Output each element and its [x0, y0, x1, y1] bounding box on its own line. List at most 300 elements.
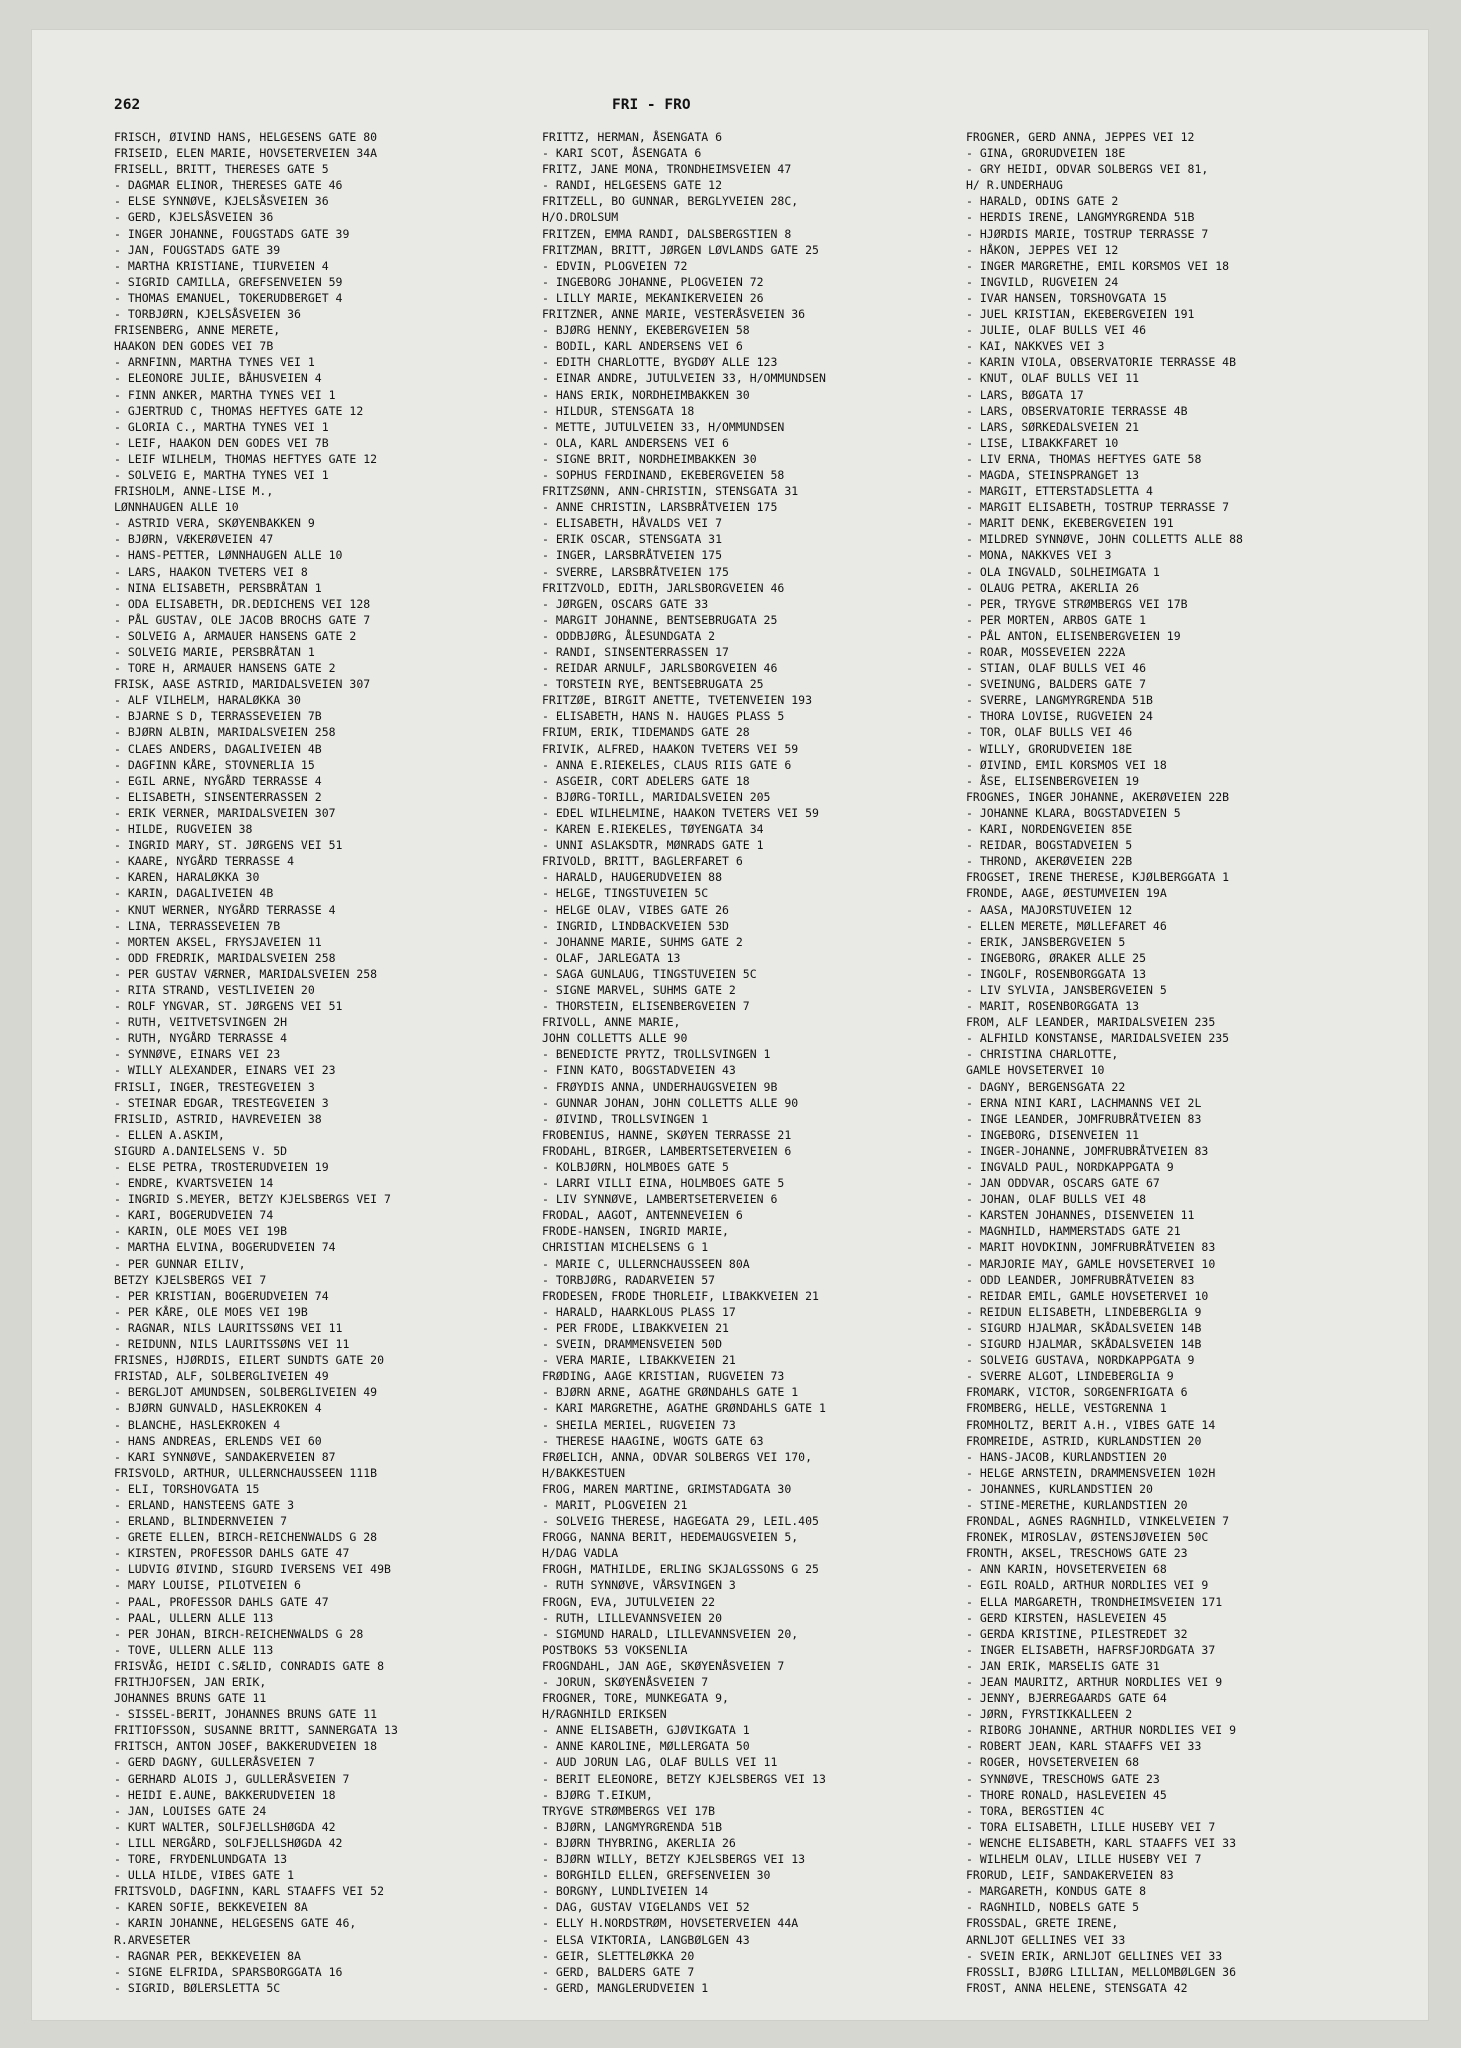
directory-entry: - MARGARETH, KONDUS GATE 8	[966, 1884, 1147, 1899]
directory-entry: - SIGRID CAMILLA, GREFSENVEIEN 59	[114, 274, 343, 289]
directory-entry: FRONDAL, AGNES RAGNHILD, VINKELVEIEN 7	[966, 1514, 1230, 1529]
directory-entry: - ODA ELISABETH, DR.DEDICHENS VEI 128	[114, 596, 371, 611]
directory-entry: - LARS, OBSERVATORIE TERRASSE 4B	[966, 403, 1188, 418]
directory-entry: - INGER, LARSBRÅTVEIEN 175	[542, 548, 723, 563]
directory-entry: - OLAUG PETRA, AKERLIA 26	[966, 580, 1140, 595]
directory-entry: - SOLVEIG THERESE, HAGEGATA 29, LEIL.405	[542, 1514, 819, 1529]
directory-entry: - HANS ERIK, NORDHEIMBAKKEN 30	[542, 387, 750, 402]
directory-entry: FROGH, MATHILDE, ERLING SKJALGSSONS G 25	[542, 1562, 819, 1577]
directory-entry: - VERA MARIE, LIBAKKVEIEN 21	[542, 1353, 736, 1368]
directory-entry: - THORA LOVISE, RUGVEIEN 24	[966, 709, 1153, 724]
directory-entry: FRITSCH, ANTON JOSEF, BAKKERUDVEIEN 18	[114, 1739, 378, 1754]
directory-entry: H/RAGNHILD ERIKSEN	[542, 1707, 667, 1722]
directory-entry: - EINAR ANDRE, JUTULVEIEN 33, H/OMMUNDSEN	[542, 371, 826, 386]
directory-entry: SIGURD A.DANIELSENS V. 5D	[114, 1143, 288, 1158]
directory-entry: - TORBJØRN, KJELSÅSVEIEN 36	[114, 307, 301, 322]
directory-entry: FROMBERG, HELLE, VESTGRENNA 1	[966, 1401, 1167, 1416]
directory-entry: - ASGEIR, CORT ADELERS GATE 18	[542, 773, 750, 788]
directory-entry: - BJØRN WILLY, BETZY KJELSBERGS VEI 13	[542, 1852, 806, 1867]
directory-entry: - PAAL, ULLERN ALLE 113	[114, 1610, 274, 1625]
directory-entry: - ARNFINN, MARTHA TYNES VEI 1	[114, 355, 315, 370]
directory-entry: - ALFHILD KONSTANSE, MARIDALSVEIEN 235	[966, 1031, 1230, 1046]
directory-entry: FRIVIK, ALFRED, HAAKON TVETERS VEI 59	[542, 741, 799, 756]
directory-entry: FRISLI, INGER, TRESTEGVEIEN 3	[114, 1079, 315, 1094]
directory-entry: - KARI SCOT, ÅSENGATA 6	[542, 146, 702, 161]
directory-entry: FROMHOLTZ, BERIT A.H., VIBES GATE 14	[966, 1417, 1216, 1432]
directory-entry: - ODD FREDRIK, MARIDALSVEIEN 258	[114, 950, 336, 965]
directory-entry: FRIVOLD, BRITT, BAGLERFARET 6	[542, 854, 743, 869]
directory-entry: FROMREIDE, ASTRID, KURLANDSTIEN 20	[966, 1433, 1202, 1448]
directory-entry: - SVEIN ERIK, ARNLJOT GELLINES VEI 33	[966, 1948, 1223, 1963]
directory-entry: - GLORIA C., MARTHA TYNES VEI 1	[114, 419, 329, 434]
directory-entry: - WILLY ALEXANDER, EINARS VEI 23	[114, 1063, 336, 1078]
directory-entry: - MARIT, PLOGVEIEN 21	[542, 1497, 688, 1512]
directory-entry: - ROLF YNGVAR, ST. JØRGENS VEI 51	[114, 999, 343, 1014]
directory-entry: - ANNE ELISABETH, GJØVIKGATA 1	[542, 1723, 750, 1738]
directory-entry: - SISSEL-BERIT, JOHANNES BRUNS GATE 11	[114, 1707, 378, 1722]
directory-entry: - HELGE, TINGSTUVEIEN 5C	[542, 886, 709, 901]
directory-entry: FRITZELL, BO GUNNAR, BERGLYVEIEN 28C,	[542, 194, 799, 209]
directory-entry: FRITTZ, HERMAN, ÅSENGATA 6	[542, 130, 723, 144]
directory-entry: - ANNE KAROLINE, MØLLERGATA 50	[542, 1739, 750, 1754]
directory-entry: - KARI, BOGERUDVEIEN 74	[114, 1208, 274, 1223]
directory-entry: - GERD, KJELSÅSVEIEN 36	[114, 210, 274, 225]
directory-entry: FRITZEN, EMMA RANDI, DALSBERGSTIEN 8	[542, 226, 792, 241]
directory-entry: - BJØRG HENNY, EKEBERGVEIEN 58	[542, 323, 750, 338]
directory-entry: - ELISABETH, HÅVALDS VEI 7	[542, 516, 723, 531]
directory-entry: - JUEL KRISTIAN, EKEBERGVEIEN 191	[966, 307, 1195, 322]
directory-entry: FROGG, NANNA BERIT, HEDEMAUGSVEIEN 5,	[542, 1530, 799, 1545]
directory-entry: - JOHANNES, KURLANDSTIEN 20	[966, 1481, 1153, 1496]
directory-entry: - MARGIT ELISABETH, TOSTRUP TERRASSE 7	[966, 500, 1230, 515]
directory-entry: - GINA, GRORUDVEIEN 18E	[966, 146, 1126, 161]
directory-entry: - JAN, LOUISES GATE 24	[114, 1803, 267, 1818]
directory-entry: FROGNES, INGER JOHANNE, AKERØVEIEN 22B	[966, 789, 1230, 804]
directory-entry: - HANS-JACOB, KURLANDSTIEN 20	[966, 1449, 1167, 1464]
directory-entry: FRITHJOFSEN, JAN ERIK,	[114, 1675, 267, 1689]
directory-entry: - MARIE C, ULLERNCHAUSSEEN 80A	[542, 1256, 750, 1271]
directory-entry: - IVAR HANSEN, TORSHOVGATA 15	[966, 290, 1167, 305]
directory-entry: - HARALD, HAUGERUDVEIEN 88	[542, 870, 723, 885]
directory-entry: - MAGDA, STEINSPRANGET 13	[966, 467, 1140, 482]
directory-entry: - THORE RONALD, HASLEVEIEN 45	[966, 1787, 1167, 1802]
directory-entry: - ERLAND, HANSTEENS GATE 3	[114, 1497, 295, 1512]
directory-entry: - KAREN E.RIEKELES, TØYENGATA 34	[542, 822, 764, 837]
directory-entry: - ELSE PETRA, TROSTERUDVEIEN 19	[114, 1160, 329, 1174]
directory-entry: - BERIT ELEONORE, BETZY KJELSBERGS VEI 13	[542, 1771, 826, 1786]
directory-entry: - JOHANNE KLARA, BOGSTADVEIEN 5	[966, 805, 1181, 820]
directory-entry: - KAI, NAKKVES VEI 3	[966, 339, 1105, 354]
directory-entry: FRODAL, AAGOT, ANTENNEVEIEN 6	[542, 1208, 743, 1223]
directory-entry: - BENEDICTE PRYTZ, TROLLSVINGEN 1	[542, 1047, 771, 1062]
directory-entry: - KARI SYNNØVE, SANDAKERVEIEN 87	[114, 1449, 336, 1464]
directory-entry: - GJERTRUD C, THOMAS HEFTYES GATE 12	[114, 403, 364, 418]
directory-entry: - EGIL ARNE, NYGÅRD TERRASSE 4	[114, 773, 322, 788]
directory-entry: - MORTEN AKSEL, FRYSJAVEIEN 11	[114, 934, 322, 949]
directory-entry: - NINA ELISABETH, PERSBRÅTAN 1	[114, 580, 322, 595]
directory-entry: FRITZØE, BIRGIT ANETTE, TVETENVEIEN 193	[542, 693, 813, 708]
directory-entry: - ELLY H.NORDSTRØM, HOVSETERVEIEN 44A	[542, 1916, 799, 1931]
directory-entry: - RITA STRAND, VESTLIVEIEN 20	[114, 982, 315, 997]
directory-entry: - INGVILD, RUGVEIEN 24	[966, 274, 1119, 289]
directory-column-3	[966, 129, 1386, 1996]
directory-entry: - PER FRODE, LIBAKKVEIEN 21	[542, 1320, 729, 1335]
directory-entry: - REIDUNN, NILS LAURITSSØNS VEI 11	[114, 1337, 350, 1352]
directory-entry: - EDVIN, PLOGVEIEN 72	[542, 258, 688, 273]
directory-entry: - ANNE CHRISTIN, LARSBRÅTVEIEN 175	[542, 500, 778, 515]
directory-entry: - SYNNØVE, TRESCHOWS GATE 23	[966, 1771, 1160, 1786]
directory-entry: - ENDRE, KVARTSVEIEN 14	[114, 1176, 274, 1191]
directory-entry: - MARTHA ELVINA, BOGERUDVEIEN 74	[114, 1240, 336, 1255]
directory-entry: - PÅL GUSTAV, OLE JACOB BROCHS GATE 7	[114, 612, 371, 627]
directory-entry: - SOLVEIG E, MARTHA TYNES VEI 1	[114, 467, 329, 482]
directory-entry: - RANDI, SINSENTERRASSEN 17	[542, 645, 729, 659]
directory-entry: FROGN, EVA, JUTULVEIEN 22	[542, 1594, 716, 1609]
directory-entry: TRYGVE STRØMBERGS VEI 17B	[542, 1803, 716, 1818]
directory-entry: - FINN ANKER, MARTHA TYNES VEI 1	[114, 387, 336, 402]
directory-entry: FRIVOLL, ANNE MARIE,	[542, 1015, 681, 1030]
directory-entry: - ODD LEANDER, JOMFRUBRÅTVEIEN 83	[966, 1272, 1195, 1287]
directory-entry: FROMARK, VICTOR, SORGENFRIGATA 6	[966, 1385, 1188, 1400]
directory-entry: - ELLA MARGARETH, TRONDHEIMSVEIEN 171	[966, 1594, 1223, 1609]
directory-entry: - MARTHA KRISTIANE, TIURVEIEN 4	[114, 258, 329, 273]
directory-entry: - BJØRN THYBRING, AKERLIA 26	[542, 1835, 736, 1850]
directory-entry: POSTBOKS 53 VOKSENLIA	[542, 1642, 688, 1657]
directory-entry: FRISTAD, ALF, SOLBERGLIVEIEN 49	[114, 1369, 329, 1384]
directory-entry: - JØRN, FYRSTIKKALLEEN 2	[966, 1707, 1133, 1722]
directory-entry: - MARIT, ROSENBORGGATA 13	[966, 999, 1140, 1014]
directory-entry: - SVERRE ALGOT, LINDEBERGLIA 9	[966, 1369, 1174, 1384]
directory-entry: - ERNA NINI KARI, LACHMANNS VEI 2L	[966, 1095, 1202, 1110]
directory-entry: - HANS-PETTER, LØNNHAUGEN ALLE 10	[114, 548, 343, 563]
directory-entry: - HANS ANDREAS, ERLENDS VEI 60	[114, 1433, 322, 1448]
directory-entry: - HELGE ARNSTEIN, DRAMMENSVEIEN 102H	[966, 1465, 1216, 1480]
directory-entry: - BJØRG T.EIKUM,	[542, 1787, 653, 1802]
directory-entry: - KIRSTEN, PROFESSOR DAHLS GATE 47	[114, 1546, 350, 1561]
directory-entry: H/O.DROLSUM	[542, 210, 619, 225]
directory-entry: - MARIT DENK, EKEBERGVEIEN 191	[966, 516, 1174, 531]
directory-entry: - GEIR, SLETTELØKKA 20	[542, 1948, 695, 1963]
directory-entry: - RAGNHILD, NOBELS GATE 5	[966, 1900, 1140, 1915]
directory-entry: - AASA, MAJORSTUVEIEN 12	[966, 902, 1133, 917]
directory-entry: FROGNER, TORE, MUNKEGATA 9,	[542, 1691, 729, 1706]
directory-entry: FRONTH, AKSEL, TRESCHOWS GATE 23	[966, 1546, 1188, 1561]
directory-entry: - PER MORTEN, ARBOS GATE 1	[966, 612, 1147, 627]
directory-entry: FRISVÅG, HEIDI C.SÆLID, CONRADIS GATE 8	[114, 1658, 385, 1673]
directory-entry: - LARS, HAAKON TVETERS VEI 8	[114, 564, 308, 579]
directory-entry: - DAG, GUSTAV VIGELANDS VEI 52	[542, 1900, 750, 1915]
directory-entry: - INGRID S.MEYER, BETZY KJELSBERGS VEI 7	[114, 1192, 391, 1207]
directory-entry: FRITZMAN, BRITT, JØRGEN LØVLANDS GATE 25	[542, 242, 819, 257]
directory-entry: - JULIE, OLAF BULLS VEI 46	[966, 323, 1147, 338]
directory-entry: - LINA, TERRASSEVEIEN 7B	[114, 918, 281, 933]
directory-entry: - SIGNE ELFRIDA, SPARSBORGGATA 16	[114, 1964, 343, 1979]
directory-entry: - STIAN, OLAF BULLS VEI 46	[966, 661, 1147, 676]
directory-entry: - ØIVIND, TROLLSVINGEN 1	[542, 1111, 709, 1126]
directory-entry: - ROGER, HOVSETERVEIEN 68	[966, 1755, 1140, 1770]
directory-entry: - ELSA VIKTORIA, LANGBØLGEN 43	[542, 1932, 750, 1947]
directory-entry: - SOLVEIG GUSTAVA, NORDKAPPGATA 9	[966, 1353, 1195, 1368]
directory-entry: - REIDUN ELISABETH, LINDEBERGLIA 9	[966, 1304, 1202, 1319]
directory-entry: - KAREN SOFIE, BEKKEVEIEN 8A	[114, 1900, 308, 1915]
directory-entry: - JAN ERIK, MARSELIS GATE 31	[966, 1658, 1160, 1673]
directory-entry: - ALF VILHELM, HARALØKKA 30	[114, 693, 301, 708]
directory-entry: - JENNY, BJERREGAARDS GATE 64	[966, 1691, 1167, 1706]
directory-entry: - HARALD, ODINS GATE 2	[966, 194, 1119, 209]
directory-entry: - HARALD, HAARKLOUS PLASS 17	[542, 1304, 736, 1319]
directory-entry: - RUTH, NYGÅRD TERRASSE 4	[114, 1031, 288, 1046]
directory-entry: - INGE LEANDER, JOMFRUBRÅTVEIEN 83	[966, 1111, 1202, 1126]
directory-entry: - STINE-MERETHE, KURLANDSTIEN 20	[966, 1497, 1188, 1512]
directory-entry: - TOVE, ULLERN ALLE 113	[114, 1642, 274, 1657]
directory-entry: FRITZNER, ANNE MARIE, VESTERÅSVEIEN 36	[542, 307, 806, 322]
directory-entry: - BJØRN ARNE, AGATHE GRØNDAHLS GATE 1	[542, 1385, 799, 1400]
directory-entry: LØNNHAUGEN ALLE 10	[114, 500, 239, 515]
directory-entry: - OLAF, JARLEGATA 13	[542, 950, 681, 965]
directory-entry: - SOPHUS FERDINAND, EKEBERGVEIEN 58	[542, 467, 785, 482]
directory-entry: FROM, ALF LEANDER, MARIDALSVEIEN 235	[966, 1015, 1216, 1030]
directory-entry: - KAARE, NYGÅRD TERRASSE 4	[114, 854, 295, 869]
directory-entry: - THOMAS EMANUEL, TOKERUDBERGET 4	[114, 290, 343, 305]
directory-entry: - HILDUR, STENSGATA 18	[542, 403, 695, 418]
directory-entry: FRONEK, MIROSLAV, ØSTENSJØVEIEN 50C	[966, 1530, 1209, 1545]
directory-entry: - REIDAR ARNULF, JARLSBORGVEIEN 46	[542, 661, 778, 676]
directory-entry: - CHRISTINA CHARLOTTE,	[966, 1047, 1119, 1062]
directory-entry: - STEINAR EDGAR, TRESTEGVEIEN 3	[114, 1095, 329, 1110]
directory-entry: H/BAKKESTUEN	[542, 1465, 626, 1480]
directory-entry: FRODAHL, BIRGER, LAMBERTSETERVEIEN 6	[542, 1143, 792, 1158]
directory-entry: FRITZ, JANE MONA, TRONDHEIMSVEIEN 47	[542, 162, 792, 177]
directory-entry: - PER GUNNAR EILIV,	[114, 1256, 246, 1271]
directory-entry: - MARY LOUISE, PILOTVEIEN 6	[114, 1578, 301, 1593]
directory-entry: - ELI, TORSHOVGATA 15	[114, 1481, 260, 1496]
directory-entry: - JOHAN, OLAF BULLS VEI 48	[966, 1192, 1147, 1207]
directory-column-2	[542, 129, 962, 1996]
directory-entry: - PER, TRYGVE STRØMBERGS VEI 17B	[966, 596, 1188, 611]
directory-entry: FRIUM, ERIK, TIDEMANDS GATE 28	[542, 725, 750, 740]
directory-entry: - ASTRID VERA, SKØYENBAKKEN 9	[114, 516, 315, 531]
directory-entry: - ELLEN A.ASKIM,	[114, 1127, 225, 1142]
directory-entry: - INGOLF, ROSENBORGGATA 13	[966, 966, 1147, 981]
directory-entry: - BJØRN, LANGMYRGRENDA 51B	[542, 1819, 723, 1834]
directory-entry: - GUNNAR JOHAN, JOHN COLLETTS ALLE 90	[542, 1095, 799, 1110]
directory-entry: - THORSTEIN, ELISENBERGVEIEN 7	[542, 999, 750, 1014]
directory-entry: FROGNDAHL, JAN AGE, SKØYENÅSVEIEN 7	[542, 1658, 785, 1673]
directory-entry: - LIV SYLVIA, JANSBERGVEIEN 5	[966, 982, 1167, 997]
directory-entry: - PER GUSTAV VÆRNER, MARIDALSVEIEN 258	[114, 966, 378, 981]
directory-entry: - PÅL ANTON, ELISENBERGVEIEN 19	[966, 628, 1181, 643]
directory-entry: FRORUD, LEIF, SANDAKERVEIEN 83	[966, 1868, 1174, 1883]
directory-entry: - KNUT, OLAF BULLS VEI 11	[966, 371, 1140, 386]
directory-entry: - LIV SYNNØVE, LAMBERTSETERVEIEN 6	[542, 1192, 778, 1207]
directory-entry: - KARSTEN JOHANNES, DISENVEIEN 11	[966, 1208, 1195, 1223]
directory-entry: - TORBJØRG, RADARVEIEN 57	[542, 1272, 716, 1287]
directory-entry: - LILL NERGÅRD, SOLFJELLSHØGDA 42	[114, 1835, 343, 1850]
directory-entry: - INGER MARGRETHE, EMIL KORSMOS VEI 18	[966, 258, 1230, 273]
directory-entry: - LARRI VILLI EINA, HOLMBOES GATE 5	[542, 1176, 785, 1191]
directory-entry: - RAGNAR, NILS LAURITSSØNS VEI 11	[114, 1320, 343, 1335]
directory-entry: - SIGURD HJALMAR, SKÅDALSVEIEN 14B	[966, 1337, 1202, 1352]
directory-entry: - WILHELM OLAV, LILLE HUSEBY VEI 7	[966, 1852, 1202, 1867]
directory-entry: - KARIN, OLE MOES VEI 19B	[114, 1224, 288, 1239]
directory-entry: - LIV ERNA, THOMAS HEFTYES GATE 58	[966, 451, 1202, 466]
directory-entry: - RUTH SYNNØVE, VÅRSVINGEN 3	[542, 1578, 736, 1593]
directory-entry: - SVEINUNG, BALDERS GATE 7	[966, 677, 1147, 692]
directory-entry: - ERIK VERNER, MARIDALSVEIEN 307	[114, 805, 336, 820]
directory-entry: - KOLBJØRN, HOLMBOES GATE 5	[542, 1160, 729, 1174]
directory-entry: - BJØRN GUNVALD, HASLEKROKEN 4	[114, 1401, 322, 1416]
directory-entry: - GERD DAGNY, GULLERÅSVEIEN 7	[114, 1755, 315, 1770]
directory-entry: FRØDING, AAGE KRISTIAN, RUGVEIEN 73	[542, 1369, 785, 1384]
directory-entry: FROBENIUS, HANNE, SKØYEN TERRASSE 21	[542, 1127, 792, 1142]
directory-entry: - SIGURD HJALMAR, SKÅDALSVEIEN 14B	[966, 1320, 1202, 1335]
directory-entry: - TORA, BERGSTIEN 4C	[966, 1803, 1105, 1818]
directory-entry: - BJØRN, VÆKERØVEIEN 47	[114, 532, 274, 547]
directory-entry: BETZY KJELSBERGS VEI 7	[114, 1272, 267, 1287]
directory-entry: - LILLY MARIE, MEKANIKERVEIEN 26	[542, 290, 764, 305]
directory-entry: - INGRID MARY, ST. JØRGENS VEI 51	[114, 838, 343, 853]
directory-entry: - GERHARD ALOIS J, GULLERÅSVEIEN 7	[114, 1771, 350, 1786]
directory-entry: - DAGMAR ELINOR, THERESES GATE 46	[114, 178, 343, 193]
directory-entry: - BORGHILD ELLEN, GREFSENVEIEN 30	[542, 1868, 771, 1883]
directory-entry: FRODE-HANSEN, INGRID MARIE,	[542, 1224, 729, 1239]
directory-entry: FRISEID, ELEN MARIE, HOVSETERVEIEN 34A	[114, 146, 378, 161]
directory-entry: FRISLID, ASTRID, HAVREVEIEN 38	[114, 1111, 322, 1126]
directory-entry: - LISE, LIBAKKFARET 10	[966, 435, 1119, 450]
directory-entry: FRODESEN, FRODE THORLEIF, LIBAKKVEIEN 21	[542, 1288, 819, 1303]
directory-entry: - SIGRID, BØLERSLETTA 5C	[114, 1980, 281, 1995]
directory-entry: - SVEIN, DRAMMENSVEIEN 50D	[542, 1337, 723, 1352]
directory-entry: - INGER ELISABETH, HAFRSFJORDGATA 37	[966, 1642, 1216, 1657]
directory-entry: FRISENBERG, ANNE MERETE,	[114, 323, 281, 338]
directory-entry: - REIDAR EMIL, GAMLE HOVSETERVEI 10	[966, 1288, 1209, 1303]
directory-entry: FRISHOLM, ANNE-LISE M.,	[114, 484, 274, 499]
directory-entry: - BJØRG-TORILL, MARIDALSVEIEN 205	[542, 789, 771, 804]
directory-entry: - SYNNØVE, EINARS VEI 23	[114, 1047, 281, 1062]
directory-entry: - MONA, NAKKVES VEI 3	[966, 548, 1112, 563]
directory-entry: - HEIDI E.AUNE, BAKKERUDVEIEN 18	[114, 1787, 336, 1802]
directory-entry: - HERDIS IRENE, LANGMYRGRENDA 51B	[966, 210, 1195, 225]
directory-entry: FROG, MAREN MARTINE, GRIMSTADGATA 30	[542, 1481, 792, 1496]
directory-entry: - ULLA HILDE, VIBES GATE 1	[114, 1868, 295, 1883]
directory-entry: - GRETE ELLEN, BIRCH-REICHENWALDS G 28	[114, 1530, 378, 1545]
directory-entry: - OLA INGVALD, SOLHEIMGATA 1	[966, 564, 1160, 579]
directory-entry: - PER KRISTIAN, BOGERUDVEIEN 74	[114, 1288, 329, 1303]
directory-entry: FRITZSØNN, ANN-CHRISTIN, STENSGATA 31	[542, 484, 799, 499]
directory-entry: - BLANCHE, HASLEKROKEN 4	[114, 1417, 281, 1432]
directory-entry: - JAN ODDVAR, OSCARS GATE 67	[966, 1176, 1160, 1191]
directory-entry: - HILDE, RUGVEIEN 38	[114, 822, 253, 837]
directory-entry: - DAGNY, BERGENSGATA 22	[966, 1079, 1126, 1094]
directory-entry: JOHANNES BRUNS GATE 11	[114, 1691, 267, 1706]
directory-entry: - PER JOHAN, BIRCH-REICHENWALDS G 28	[114, 1626, 364, 1641]
directory-entry: - LEIF WILHELM, THOMAS HEFTYES GATE 12	[114, 451, 378, 466]
directory-entry: FRØELICH, ANNA, ODVAR SOLBERGS VEI 170,	[542, 1449, 813, 1464]
directory-entry: FRISK, AASE ASTRID, MARIDALSVEIEN 307	[114, 677, 371, 692]
directory-entry: FRITIOFSSON, SUSANNE BRITT, SANNERGATA 13	[114, 1723, 398, 1738]
directory-entry: - BODIL, KARL ANDERSENS VEI 6	[542, 339, 743, 354]
directory-entry: H/DAG VADLA	[542, 1546, 619, 1561]
directory-entry: FRITZVOLD, EDITH, JARLSBORGVEIEN 46	[542, 580, 785, 595]
directory-entry: - ELISABETH, HANS N. HAUGES PLASS 5	[542, 709, 785, 724]
directory-entry: - ELISABETH, SINSENTERRASSEN 2	[114, 789, 322, 804]
directory-entry: - ELLEN MERETE, MØLLEFARET 46	[966, 918, 1167, 933]
directory-entry: - LARS, SØRKEDALSVEIEN 21	[966, 419, 1140, 434]
directory-entry: FROGSET, IRENE THERESE, KJØLBERGGATA 1	[966, 870, 1230, 885]
directory-entry: FRITSVOLD, DAGFINN, KARL STAAFFS VEI 52	[114, 1884, 385, 1899]
directory-entry: - EGIL ROALD, ARTHUR NORDLIES VEI 9	[966, 1578, 1209, 1593]
directory-entry: - METTE, JUTULVEIEN 33, H/OMMUNDSEN	[542, 419, 785, 434]
directory-entry: - KARIN, DAGALIVEIEN 4B	[114, 886, 274, 901]
directory-entry: - GERD, BALDERS GATE 7	[542, 1964, 695, 1979]
directory-entry: - SOLVEIG MARIE, PERSBRÅTAN 1	[114, 645, 315, 659]
directory-entry: - LUDVIG ØIVIND, SIGURD IVERSENS VEI 49B	[114, 1562, 391, 1577]
directory-entry: - KURT WALTER, SOLFJELLSHØGDA 42	[114, 1819, 336, 1834]
directory-entry: - KARI, NORDENGVEIEN 85E	[966, 822, 1133, 837]
directory-entry: - PAAL, PROFESSOR DAHLS GATE 47	[114, 1594, 329, 1609]
directory-entry: - HELGE OLAV, VIBES GATE 26	[542, 902, 729, 917]
directory-entry: - TORA ELISABETH, LILLE HUSEBY VEI 7	[966, 1819, 1216, 1834]
directory-entry: - JOHANNE MARIE, SUHMS GATE 2	[542, 934, 743, 949]
directory-entry: - WENCHE ELISABETH, KARL STAAFFS VEI 33	[966, 1835, 1237, 1850]
directory-entry: - LARS, BØGATA 17	[966, 387, 1084, 402]
directory-entry: - SAGA GUNLAUG, TINGSTUVEIEN 5C	[542, 966, 757, 981]
directory-entry: - JORUN, SKØYENÅSVEIEN 7	[542, 1675, 709, 1689]
directory-entry: - ROBERT JEAN, KARL STAAFFS VEI 33	[966, 1739, 1202, 1754]
directory-entry: - JEAN MAURITZ, ARTHUR NORDLIES VEI 9	[966, 1675, 1223, 1689]
directory-entry: - MARGIT JOHANNE, BENTSEBRUGATA 25	[542, 612, 778, 627]
directory-entry: R.ARVESETER	[114, 1932, 191, 1947]
directory-entry: - HÅKON, JEPPES VEI 12	[966, 242, 1119, 257]
directory-entry: - EDEL WILHELMINE, HAAKON TVETERS VEI 59	[542, 805, 819, 820]
directory-column-1	[114, 129, 534, 1996]
directory-entry: - MILDRED SYNNØVE, JOHN COLLETTS ALLE 88	[966, 532, 1243, 547]
directory-entry: - ANN KARIN, HOVSETERVEIEN 68	[966, 1562, 1167, 1577]
directory-entry: - DAGFINN KÅRE, STOVNERLIA 15	[114, 757, 315, 772]
directory-entry: - SIGMUND HARALD, LILLEVANNSVEIEN 20,	[542, 1626, 799, 1641]
directory-entry: - MARJORIE MAY, GAMLE HOVSETERVEI 10	[966, 1256, 1216, 1271]
directory-entry: - GERD, MANGLERUDVEIEN 1	[542, 1980, 709, 1995]
directory-entry: - SOLVEIG A, ARMAUER HANSENS GATE 2	[114, 628, 357, 643]
directory-entry: - JAN, FOUGSTADS GATE 39	[114, 242, 281, 257]
directory-entry: - RIBORG JOHANNE, ARTHUR NORDLIES VEI 9	[966, 1723, 1237, 1738]
directory-entry: - INGER-JOHANNE, JOMFRUBRÅTVEIEN 83	[966, 1143, 1209, 1158]
directory-entry: - ERIK OSCAR, STENSGATA 31	[542, 532, 723, 547]
directory-entry: FROGNER, GERD ANNA, JEPPES VEI 12	[966, 130, 1195, 144]
directory-entry: - BJØRN ALBIN, MARIDALSVEIEN 258	[114, 725, 336, 740]
directory-entry: ARNLJOT GELLINES VEI 33	[966, 1932, 1126, 1947]
directory-entry: - WILLY, GRORUDVEIEN 18E	[966, 741, 1133, 756]
directory-entry: - RAGNAR PER, BEKKEVEIEN 8A	[114, 1948, 301, 1963]
directory-entry: - INGER JOHANNE, FOUGSTADS GATE 39	[114, 226, 350, 241]
directory-entry: FRISELL, BRITT, THERESES GATE 5	[114, 162, 329, 177]
directory-entry: - INGEBORG JOHANNE, PLOGVEIEN 72	[542, 274, 764, 289]
directory-entry: FROSSLI, BJØRG LILLIAN, MELLOMBØLGEN 36	[966, 1964, 1237, 1979]
page-number: 262	[114, 97, 141, 113]
directory-entry: - ANNA E.RIEKELES, CLAUS RIIS GATE 6	[542, 757, 792, 772]
directory-entry: - SVERRE, LANGMYRGRENDA 51B	[966, 693, 1153, 708]
directory-entry: FROST, ANNA HELENE, STENSGATA 42	[966, 1980, 1188, 1995]
directory-entry: - MAGNHILD, HAMMERSTADS GATE 21	[966, 1224, 1181, 1239]
directory-entry: - REIDAR, BOGSTADVEIEN 5	[966, 838, 1133, 853]
directory-entry: - RUTH, VEITVETSVINGEN 2H	[114, 1015, 288, 1030]
directory-entry: - RUTH, LILLEVANNSVEIEN 20	[542, 1610, 723, 1625]
directory-entry: - ERLAND, BLINDERNVEIEN 7	[114, 1514, 288, 1529]
directory-entry: - CLAES ANDERS, DAGALIVEIEN 4B	[114, 741, 322, 756]
directory-entry: - KARI MARGRETHE, AGATHE GRØNDAHLS GATE 1	[542, 1401, 826, 1416]
directory-entry: - FINN KATO, BOGSTADVEIEN 43	[542, 1063, 736, 1078]
directory-entry: - GRY HEIDI, ODVAR SOLBERGS VEI 81,	[966, 162, 1209, 177]
